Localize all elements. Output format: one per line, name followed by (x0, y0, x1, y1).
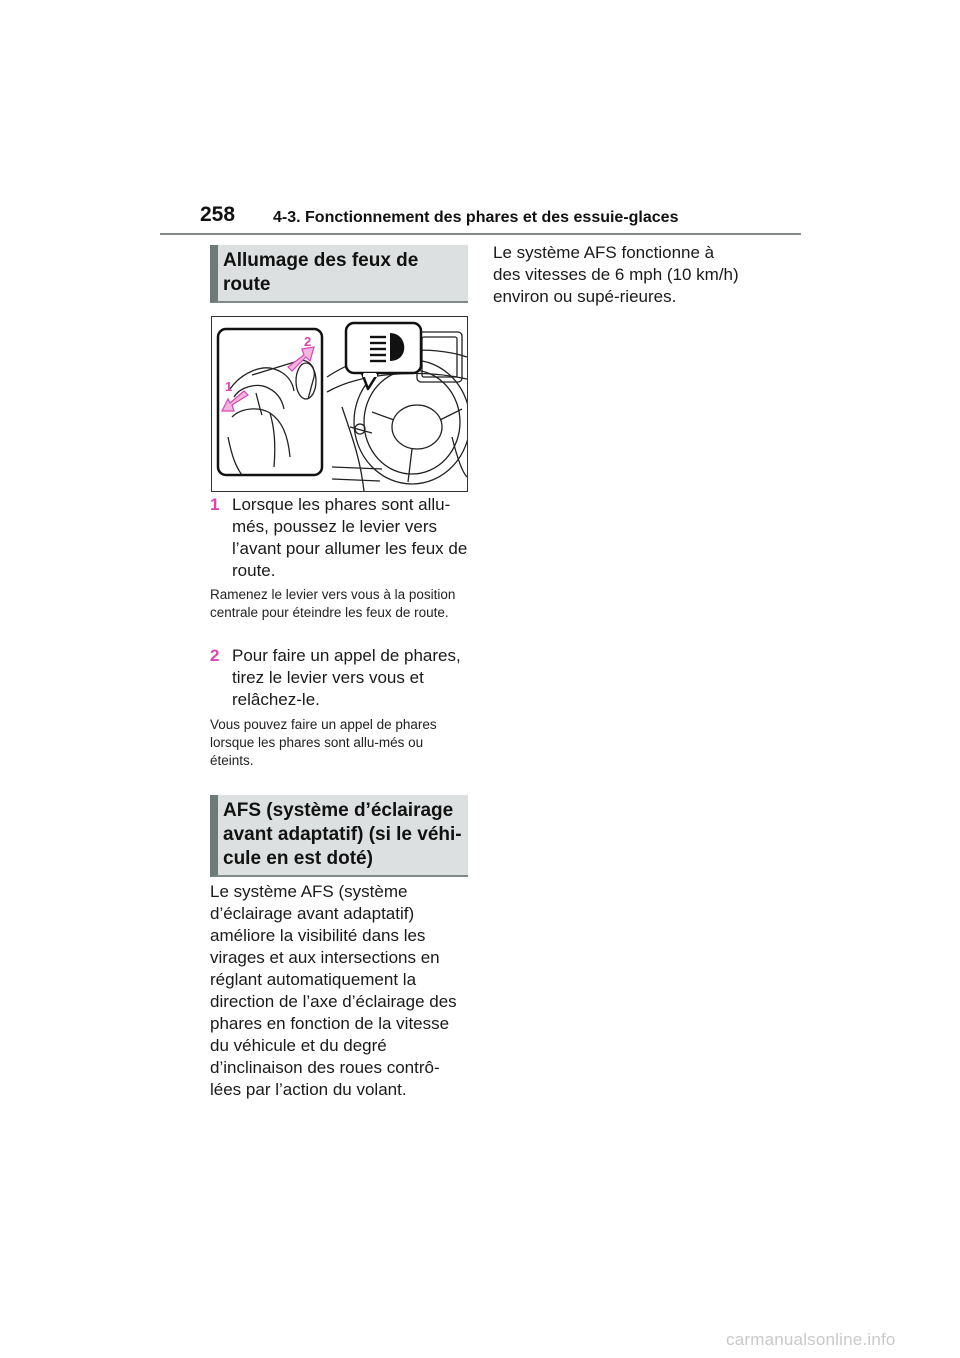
step-text: Pour faire un appel de phares, tirez le levier vers vous et relâchez-le. (232, 646, 461, 709)
section-heading-high-beam: Allumage des feux de route (210, 245, 468, 303)
step-note: Ramenez le levier vers vous à la position centrale pour éteindre les feux de route. (210, 587, 456, 620)
watermark: carmanualsonline.info (726, 1330, 896, 1349)
lever-illustration-svg (212, 317, 467, 491)
page-number: 258 (200, 203, 236, 226)
chapter-title: 4-3. Fonctionnement des phares et des essuie-glaces (273, 209, 679, 226)
step-2 (210, 645, 468, 711)
header-rule (160, 233, 801, 235)
step-number: 1 (210, 495, 220, 514)
figure-label-2: 2 (304, 334, 312, 349)
step-number: 2 (210, 646, 220, 665)
figure-label-1: 1 (225, 379, 233, 394)
step-note: Vous pouvez faire un appel de phares lorsque les phares sont allu-més ou éteints. (210, 717, 437, 768)
afs-description: Le système AFS (système d’éclairage avant adaptatif) améliore la visibilité dans les virages et aux intersections en réglant automatiquement la direction de l’axe d’éclairage des phares en fonction de la vitesse du véhicule et du degré d’inclinaison des roues contrô-lées par l’action du volant. (210, 882, 457, 1099)
section-heading-afs: AFS (système d’éclairage avant adaptatif) (si le véhi-cule en est doté) (210, 795, 468, 877)
lever-illustration (211, 316, 468, 492)
afs-speed-note: Le système AFS fonctionne à des vitesses de 6 mph (10 km/h) environ ou supé-rieures. (493, 243, 739, 306)
step-text: Lorsque les phares sont allu-més, poussez le levier vers l’avant pour allumer les feux de route. (232, 495, 468, 580)
step-1 (210, 494, 468, 582)
